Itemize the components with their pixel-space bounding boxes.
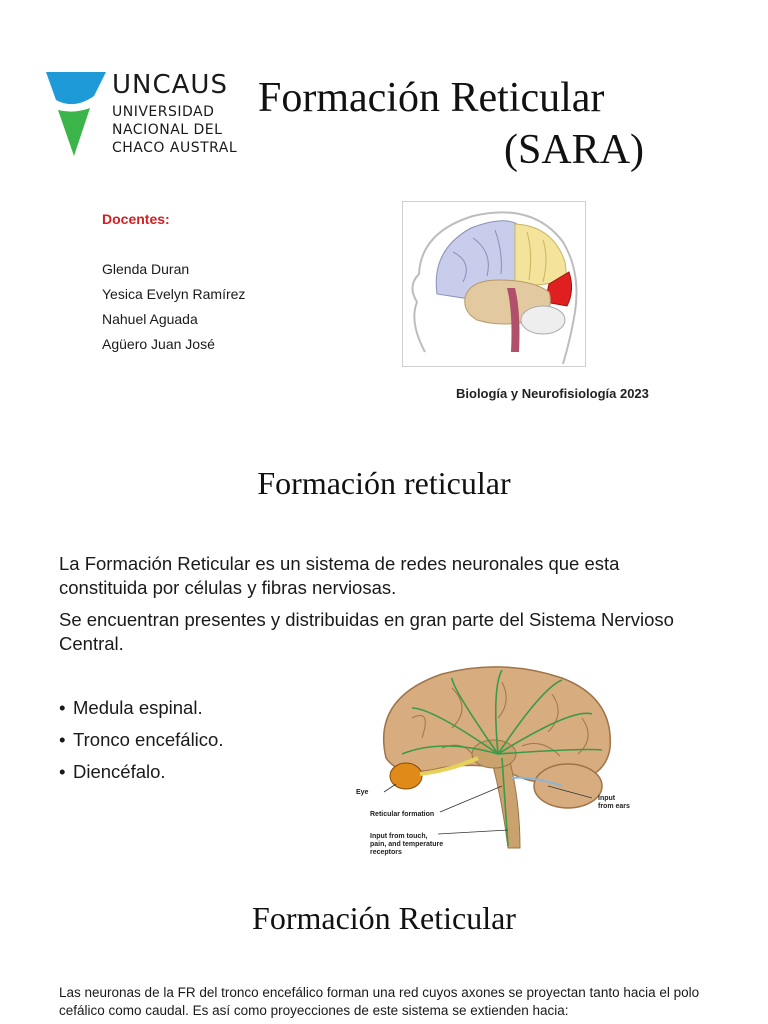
bullet-item: • Medula espinal. [59, 697, 203, 718]
section-heading: Formación reticular [257, 465, 511, 501]
section-heading: Formación Reticular [252, 900, 516, 936]
teacher-name: Glenda Duran [102, 261, 190, 277]
figure-label-ears: Input [598, 795, 616, 802]
logo-line-3: CHACO AUSTRAL [112, 140, 238, 156]
bullet-text: Tronco encefálico. [73, 729, 224, 750]
logo-name: UNCAUS [112, 70, 228, 100]
logo-line-1: UNIVERSIDAD [112, 104, 215, 120]
page-title-line-1: Formación Reticular [258, 75, 605, 121]
docentes-label: Docentes: [102, 211, 170, 227]
figure-label-reticular: Reticular formation [370, 811, 435, 818]
figure-label-touch: pain, and temperature [370, 841, 444, 848]
figure-label-touch: Input from touch, [370, 833, 428, 840]
teacher-name: Agüero Juan José [102, 336, 215, 352]
figure-label-touch: receptors [370, 849, 402, 856]
logo-line-2: NACIONAL DEL [112, 122, 223, 138]
paragraph: La Formación Reticular es un sistema de redes neuronales que esta constituida por células y fibras nerviosas. [59, 553, 620, 598]
teacher-name: Yesica Evelyn Ramírez [102, 286, 246, 302]
bullet-item: • Diencéfalo. [59, 761, 166, 782]
teacher-name: Nahuel Aguada [102, 311, 198, 327]
figure-label-eye: Eye [356, 789, 369, 796]
bullet-text: Medula espinal. [73, 697, 203, 718]
page-title-line-2: (SARA) [504, 127, 645, 173]
reticular-formation-illustration [352, 658, 634, 858]
paragraph: Las neuronas de la FR del tronco encefálico forman una red cuyos axones se proyectan tanto hacia el polo cefálico como caudal. Es así como proyecciones de este sistema se extienden hacia: [59, 985, 700, 1018]
course-label: Biología y Neurofisiología 2023 [456, 386, 649, 401]
university-logo-mark [44, 70, 108, 160]
bullet-text: Diencéfalo. [73, 761, 166, 782]
paragraph: Se encuentran presentes y distribuidas en gran parte del Sistema Nervioso Central. [59, 609, 674, 654]
figure-label-ears: from ears [598, 803, 630, 810]
bullet-item: • Tronco encefálico. [59, 729, 224, 750]
brain-lobes-illustration [402, 201, 586, 367]
